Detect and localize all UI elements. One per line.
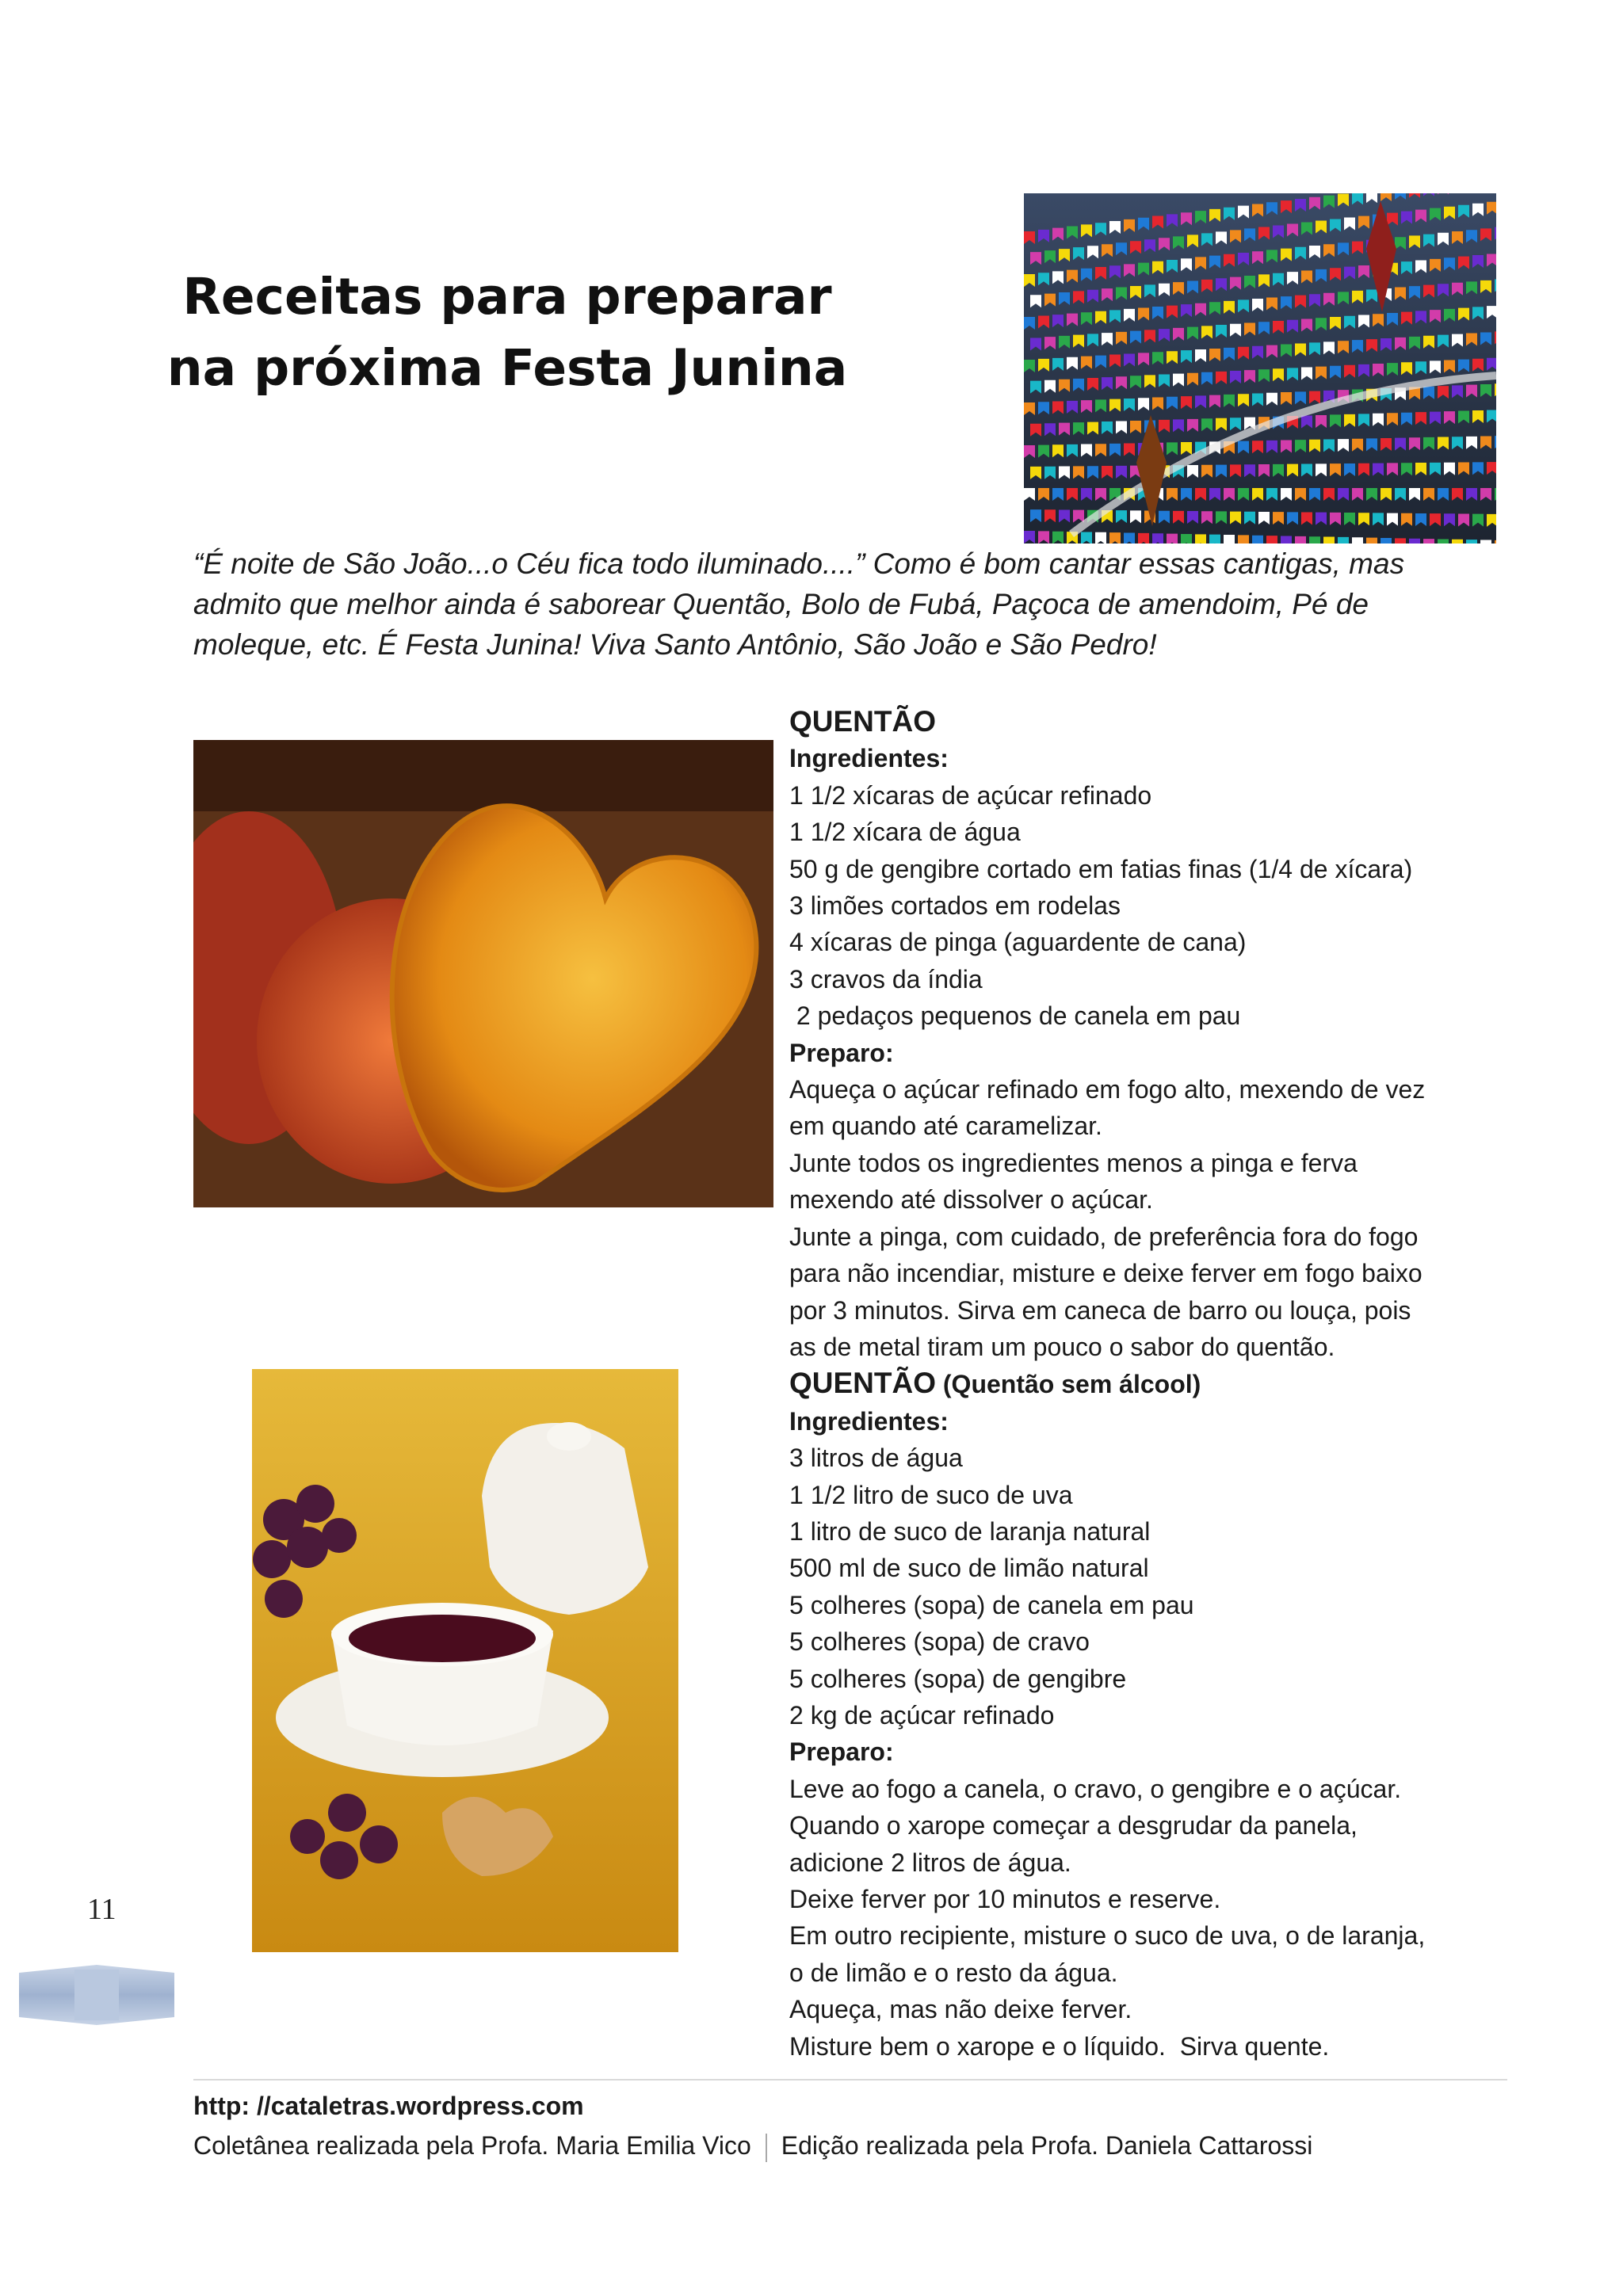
recipe1-ingredients-list (789, 777, 1503, 1035)
bunting-flag (1495, 488, 1496, 501)
bunting-flag (1167, 534, 1178, 543)
page-tab-decoration (19, 1965, 174, 2025)
page-title (158, 261, 856, 404)
recipe2-title: QUENTÃO (789, 1367, 936, 1400)
recipe2-preparo-label: Preparo: (789, 1737, 894, 1767)
title-line-1: Receitas para preparar (182, 268, 832, 326)
footer-divider (193, 2079, 1507, 2081)
recipe1-preparo-text (789, 1071, 1503, 1365)
text-line: Leve ao fogo a canela, o cravo, o gengibre e o açúcar. (789, 1774, 1402, 1803)
intro-paragraph: “É noite de São João...o Céu fica todo iluminado....” Como é bom cantar essas cantigas, mas admito que melhor ainda é saborear Quentão, Bolo de Fubá, Paçoca de amendoim, Pé de moleque, etc. É Festa Junina! Viva Santo Antônio, São João e São Pedro! (193, 547, 1405, 661)
page-number: 11 (87, 1893, 116, 1926)
recipes-column (789, 704, 1503, 2065)
bunting-flag (1152, 533, 1163, 543)
recipe2-subtitle: (Quentão sem álcool) (942, 1370, 1201, 1399)
text-line: Misture bem o xarope e o líquido. Sirva quente. (789, 2031, 1330, 2061)
recipe1-title: QUENTÃO (789, 705, 936, 738)
list-item: 3 cravos da índia (789, 964, 983, 994)
list-item: 5 colheres (sopa) de gengibre (789, 1664, 1127, 1693)
text-line: Aqueça, mas não deixe ferver. (789, 1995, 1132, 2024)
bunting-flag (1480, 540, 1491, 543)
quentao-cup-photo (252, 1369, 678, 1952)
text-line: em quando até caramelizar. (789, 1112, 1102, 1141)
title-line-2: na próxima Festa Junina (166, 339, 848, 397)
recipe2-heading (789, 1365, 1503, 1402)
list-item: 500 ml de suco de limão natural (789, 1554, 1149, 1583)
text-line: Junte a pinga, com cuidado, de preferência fora do fogo (789, 1222, 1419, 1251)
list-item: 1 litro de suco de laranja natural (789, 1516, 1151, 1546)
bunting-flag (1195, 534, 1206, 543)
bunting-flag (1495, 331, 1496, 344)
text-line: para não incendiar, misture e deixe ferver em fogo baixo (789, 1259, 1423, 1288)
pe-de-moleque-candy-photo (193, 740, 773, 1207)
text-line: Deixe ferver por 10 minutos e reserve. (789, 1885, 1221, 1913)
bunting-flag (1224, 535, 1235, 543)
bunting-flag (1395, 538, 1406, 543)
credit-separator (766, 2134, 767, 2162)
text-line: Aqueça o açúcar refinado em fogo alto, mexendo de vez (789, 1075, 1426, 1104)
bunting-flag (1381, 538, 1392, 543)
text-line: Em outro recipiente, misture o suco de uva, o de laranja, (789, 1921, 1426, 1951)
text-line: por 3 minutos. Sirva em caneca de barro ou louça, pois (789, 1295, 1411, 1325)
bunting-flag (1495, 227, 1496, 240)
recipe2-ingredients-list (789, 1440, 1503, 1733)
footer-credits (193, 2128, 1312, 2163)
bunting-flag (1252, 536, 1263, 543)
list-item: 1 1/2 xícaras de açúcar refinado (789, 780, 1152, 810)
bunting-flag (1495, 436, 1496, 448)
bunting-flag (1495, 383, 1496, 396)
list-item: 5 colheres (sopa) de cravo (789, 1627, 1090, 1657)
bunting-flag (1266, 536, 1277, 543)
bunting-flag (1209, 535, 1220, 543)
recipe2-preparo-text (789, 1771, 1503, 2065)
list-item: 3 limões cortados em rodelas (789, 891, 1121, 921)
festa-junina-flags-photo (1024, 193, 1496, 543)
list-item: 1 1/2 xícara de água (789, 818, 1021, 847)
bunting-flag (1352, 537, 1363, 543)
bunting-flag (1309, 536, 1320, 543)
bunting-flag (1181, 534, 1192, 543)
bunting-flag (1495, 279, 1496, 292)
bunting-flag (1366, 538, 1377, 543)
text-line: o de limão e o resto da água. (789, 1958, 1118, 1987)
text-line: mexendo até dissolver o açúcar. (789, 1185, 1153, 1215)
list-item: 4 xícaras de pinga (aguardente de cana) (789, 928, 1247, 957)
list-item: 50 g de gengibre cortado em fatias finas (1/4 de xícara) (789, 854, 1413, 883)
bunting-flag (1323, 537, 1335, 543)
list-item: 2 pedaços pequenos de canela em pau (789, 1001, 1241, 1031)
bunting-flag (1281, 536, 1292, 543)
list-item: 3 litros de água (789, 1444, 963, 1473)
list-item: 2 kg de açúcar refinado (789, 1700, 1055, 1730)
list-item: 1 1/2 litro de suco de uva (789, 1480, 1073, 1509)
footer-url[interactable]: http: //cataletras.wordpress.com (193, 2092, 584, 2120)
text-line: as de metal tiram um pouco o sabor do quentão. (789, 1332, 1335, 1361)
bunting-flag (1495, 540, 1496, 543)
bunting-flag (1338, 537, 1349, 543)
recipe2-ingredients-label: Ingredientes: (789, 1406, 949, 1436)
text-line: adicione 2 litros de água. (789, 1848, 1071, 1877)
recipe1-preparo-label: Preparo: (789, 1038, 894, 1067)
text-line: Quando o xarope começar a desgrudar da panela, (789, 1811, 1358, 1840)
bunting-flag (1238, 535, 1249, 543)
list-item: 5 colheres (sopa) de canela em pau (789, 1590, 1194, 1619)
recipe1-ingredients-label: Ingredientes: (789, 744, 949, 773)
bunting-flag (1295, 536, 1306, 543)
credit-edition: Edição realizada pela Profa. Daniela Cattarossi (781, 2131, 1313, 2160)
text-line: Junte todos os ingredientes menos a pinga e ferva (789, 1148, 1358, 1177)
credit-compilation: Coletânea realizada pela Profa. Maria Emilia Vico (193, 2131, 751, 2160)
